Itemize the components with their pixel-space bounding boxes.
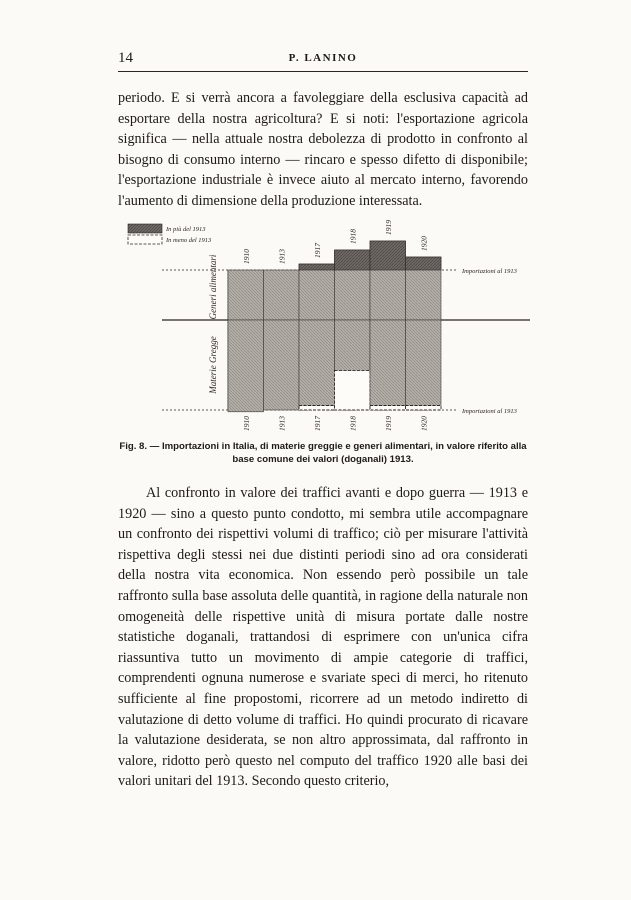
- page-number: 14: [118, 50, 133, 66]
- year-label-bottom-1910: 1910: [241, 416, 251, 431]
- bar-gregge-deficit-1919: [370, 406, 406, 411]
- header-rule: [118, 71, 528, 72]
- bar-gregge-deficit-1920: [406, 406, 442, 411]
- year-label-top-1920: 1920: [419, 236, 429, 251]
- row-label-gregge: Materie Gregge: [208, 336, 218, 394]
- bar-generi-surplus-1917: [299, 264, 335, 270]
- year-label-bottom-1917: 1917: [312, 416, 322, 431]
- reference-label-top: Importazioni al 1913: [462, 268, 517, 275]
- bar-gregge-1913: [264, 320, 300, 410]
- bar-gregge-1918: [335, 320, 371, 370]
- bar-generi-surplus-1919: [370, 241, 406, 270]
- running-head: P. LANINO: [288, 52, 358, 64]
- figure-8: [118, 218, 530, 436]
- year-label-bottom-1913: 1913: [277, 416, 287, 431]
- year-label-top-1918: 1918: [348, 229, 358, 244]
- bar-gregge-1920: [406, 320, 442, 406]
- paragraph-1: periodo. E si verrà ancora a favoleggiare della esclusiva capacità ad esportare della nostra agricoltura? E si noti: l'esportazione agricola significa — nella attuale nostra debolezza di prodotto in confronto al bisogno di consumo interno — rincaro e spesso difetto di disponibile; l'esportazione industriale è invece aiuto al mercato interno, favorendo l'aumento di dimensione della produzione interessata.: [118, 90, 528, 209]
- bar-gregge-1919: [370, 320, 406, 406]
- bar-generi-1917: [299, 264, 335, 320]
- bar-gregge-deficit-1918: [335, 370, 371, 410]
- import-chart: [118, 218, 530, 436]
- figure-caption: [118, 440, 528, 466]
- legend-swatch-surplus: [128, 224, 162, 233]
- year-label-top-1910: 1910: [241, 249, 251, 264]
- bar-generi-surplus-1918: [335, 250, 371, 270]
- bar-generi-surplus-1920: [406, 257, 442, 270]
- year-label-top-1919: 1919: [383, 220, 393, 235]
- legend-label-surplus: In più del 1913: [166, 226, 206, 233]
- paragraph-2: Al confronto in valore dei traffici avanti e dopo guerra — 1913 e 1920 — sino a questo punto condotto, mi sembra utile accompagnare un confronto dei rispettivi volumi di traffico; ciò per misurare l'attività rispettiva degli stessi nei due distinti periodi sino ad ora considerati della nostra vita economica. Non essendo però possibile un tale raffronto sulla base assoluta delle quantità, in ragione della naturale non omogeneità delle rispettive unità di misura portate dalle nostre statistiche doganali, trattandosi di esprimere con un'unica cifra riassuntiva tutto un movimento di ampie categorie di traffici, comprendenti ognuna numerose e svariate speci di merci, ho ritenuto sufficiente al fine propostomi, ricorrere ad un metodo indiretto di valutazione di detto volume di traffici. Ho quindi procurato di ricavare la valutazione desiderata, se non altro approssimata, dal raffronto in valore, ridotto però questo nel computo del traffico 1920 alle basi dei valori unitari del 1913. Secondo questo criterio,: [118, 485, 528, 790]
- legend-label-deficit: In meno del 1913: [166, 237, 212, 244]
- caption-text: — Importazioni in Italia, di materie greggie e generi alimentari, in valore riferito alla base comune dei valori (doganali) 1913.: [149, 441, 527, 465]
- bar-gregge-deficit-1917: [299, 406, 335, 411]
- bar-generi-1913: [264, 270, 300, 320]
- row-label-generi: Generi alimentari: [208, 254, 218, 320]
- year-label-top-1917: 1917: [312, 243, 322, 258]
- figure-label: Fig. 8.: [119, 441, 148, 452]
- year-label-bottom-1918: 1918: [348, 416, 358, 431]
- reference-label-bottom: Importazioni al 1913: [462, 408, 517, 415]
- legend-swatch-deficit: [128, 235, 162, 244]
- bar-generi-1910: [228, 270, 264, 320]
- bar-gregge-1917: [299, 320, 335, 406]
- bar-gregge-1910: [228, 320, 264, 412]
- year-label-top-1913: 1913: [277, 249, 287, 264]
- year-label-bottom-1919: 1919: [383, 416, 393, 431]
- year-label-bottom-1920: 1920: [419, 416, 429, 431]
- page-header: [118, 50, 528, 70]
